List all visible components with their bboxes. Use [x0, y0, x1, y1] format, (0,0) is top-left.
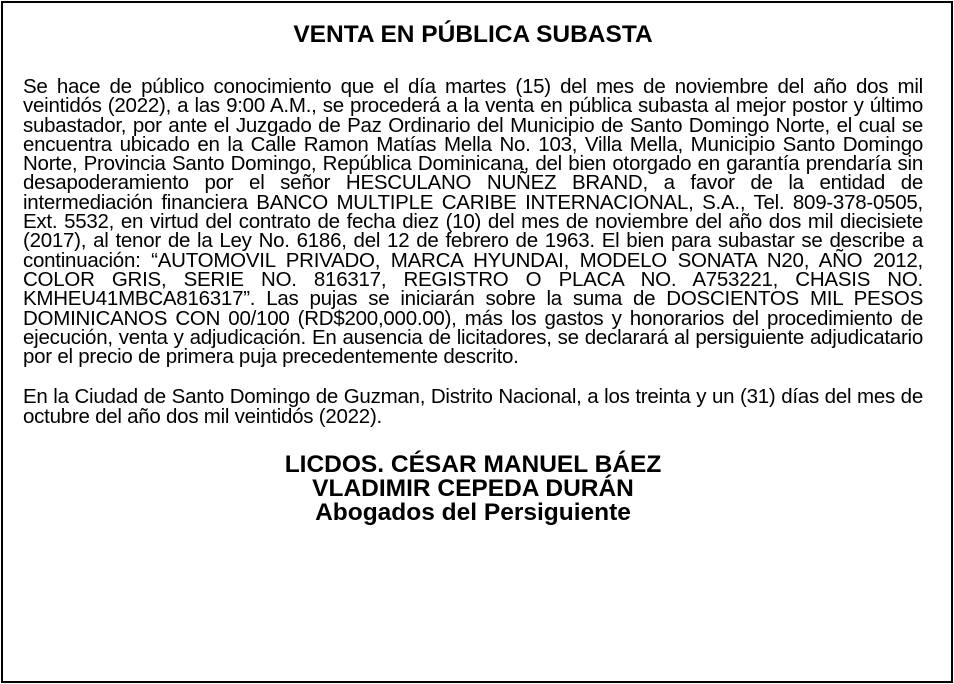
notice-title: VENTA EN PÚBLICA SUBASTA [293, 21, 653, 48]
notice-body-paragraph: Se hace de público conocimiento que el día martes (15) del mes de noviembre del año dos mil veintidós (2022), a las 9:00 A.M., se procederá a la venta en pública subasta al mejor postor y último subastador, por ante el Juzgado de Paz Ordinario del Municipio de Santo Domingo Norte, el cual se encuentra ubicado en la Calle Ramon Matías Mella No. 103, Villa Mella, Municipio Santo Domingo Norte, Provincia Santo Domingo, República Dominicana, del bien otorgado en garantía prendaría sin desapoderamiento por el señor HESCULANO NUÑEZ BRAND, a favor de la entidad de intermediación financiera BANCO MULTIPLE CARIBE INTERNACIONAL, S.A., Tel. 809-378-0505, Ext. 5532, en virtud del contrato de fecha diez (10) del mes de noviembre del año dos mil diecisiete (2017), al tenor de la Ley No. 6186, del 12 de febrero de 1963. El bien para subastar se describe a continuación: “AUTOMOVIL PRIVADO, MARCA HYUNDAI, MODELO SONATA N20, AÑO 2012, COLOR GRIS, SERIE NO. 816317, REGISTRO O PLACA NO. A753221, CHASIS NO. KMHEU41MBCA816317”. Las pujas se iniciarán sobre la suma de DOSCIENTOS MIL PESOS DOMINICANOS CON 00/100 (RD$200,000.00), más los gastos y honorarios del procedimiento de ejecución, venta y adjudicación. En ausencia de licitadores, se declarará al persiguiente adjudicatario por el precio de primera puja precedentemente descrito. [23, 75, 923, 369]
signature-block [23, 453, 923, 525]
signature-role: Abogados del Persiguiente [315, 499, 631, 527]
signature-lawyer-2: VLADIMIR CEPEDA DURÁN [312, 475, 634, 503]
notice-date-paragraph: En la Ciudad de Santo Domingo de Guzman, Distrito Nacional, a los treinta y un (31) días del mes de octubre del año dos mil veintidós (2022). [23, 385, 923, 428]
signature-lawyer-1: LICDOS. CÉSAR MANUEL BÁEZ [284, 451, 662, 479]
legal-notice [1, 1, 953, 683]
